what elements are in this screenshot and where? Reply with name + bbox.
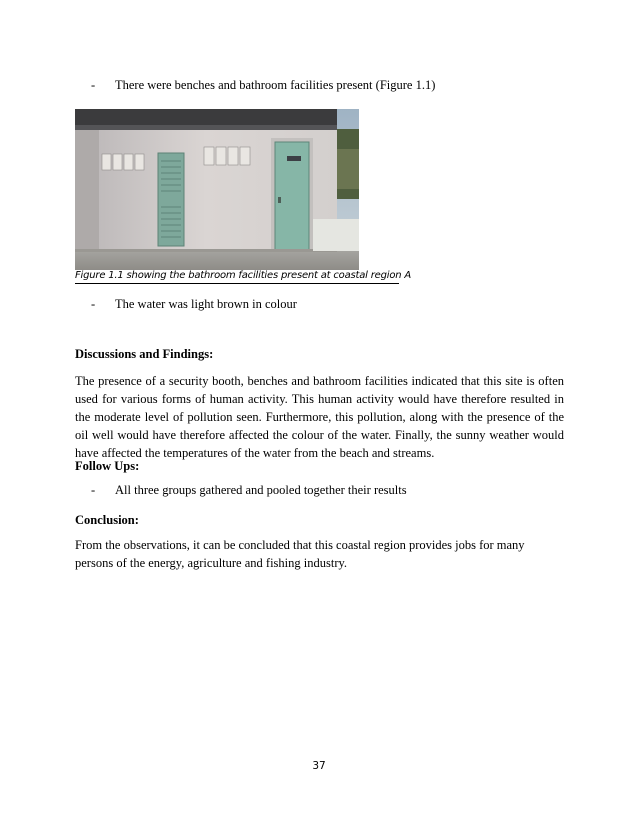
discussion-line: oil well would have therefore affected the colour of the water. Finally, the sunny weather would	[75, 428, 564, 442]
bullet-text: There were benches and bathroom facilities present (Figure 1.1)	[115, 78, 436, 92]
conclusion-line: persons of the energy, agriculture and fishing industry.	[75, 556, 348, 570]
bullet-text: The water was light brown in colour	[115, 297, 297, 311]
bullet-dash: -	[91, 78, 96, 92]
conclusion-paragraph	[75, 536, 564, 572]
discussion-paragraph	[75, 372, 564, 462]
discussion-line: The presence of a security booth, benches and bathroom facilities indicated that this site is often	[75, 374, 564, 388]
conclusion-heading: Conclusion:	[75, 513, 139, 527]
bathroom-photo	[75, 109, 359, 270]
discussion-line: used for various forms of human activity. This human activity would have therefore resulted in	[75, 392, 564, 406]
discussion-line: have affected the temperatures of the water from the beach and streams.	[75, 446, 435, 460]
bullet-dash: -	[91, 483, 96, 497]
followups-heading: Follow Ups:	[75, 459, 140, 473]
bullet-text: All three groups gathered and pooled together their results	[115, 483, 407, 497]
page-number: 37	[312, 760, 326, 772]
discussion-heading: Discussions and Findings:	[75, 347, 214, 361]
bullet-dash: -	[91, 297, 96, 311]
figure-caption: Figure 1.1 showing the bathroom facilities present at coastal region A	[75, 270, 412, 281]
discussion-line: the moderate level of pollution seen. Furthermore, this pollution, along with the presence of the	[75, 410, 564, 424]
conclusion-line: From the observations, it can be concluded that this coastal region provides jobs for many	[75, 538, 525, 552]
caption-underline	[75, 283, 399, 284]
